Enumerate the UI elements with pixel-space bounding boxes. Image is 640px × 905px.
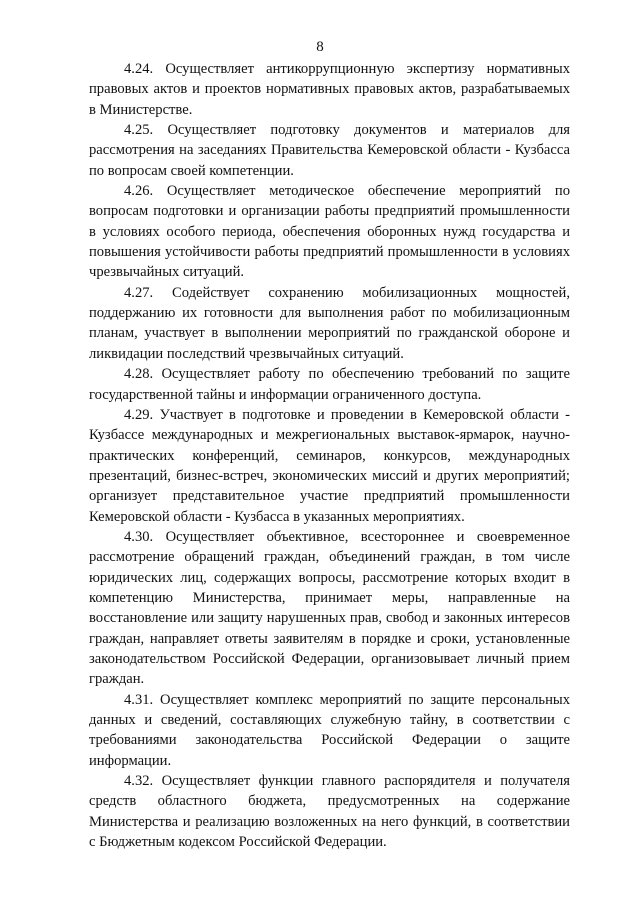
paragraph-4-32: 4.32. Осуществляет функции главного распорядителя и получателя средств областного бюджета, предусмотренных на содержание Министерства и реализацию возложенных на него функций, в соответствии с Бюджетным кодексом Российской Федерации. [89, 773, 570, 851]
paragraph-4-24: 4.24. Осуществляет антикоррупционную экспертизу нормативных правовых актов и проектов нормативных правовых актов, разрабатываемых в Министерстве. [89, 61, 570, 118]
paragraph-4-30: 4.30. Осуществляет объективное, всестороннее и своевременное рассмотрение обращений граждан, объединений граждан, в том числе юридических лиц, содержащих вопросы, рассмотрение которых входит в компетенцию Министерства, принимает меры, направленные на восстановление или защиту нарушенных прав, свобод и законных интересов граждан, направляет ответы заявителям в порядке и сроки, установленные законодательством Российской Федерации, организовывает личный прием граждан. [89, 528, 570, 688]
paragraph-4-27: 4.27. Содействует сохранению мобилизационных мощностей, поддержанию их готовности для выполнения работ по мобилизационным планам, участвует в выполнении мероприятий по гражданской обороне и ликвидации последствий чрезвычайных ситуаций. [89, 284, 570, 362]
document-body [89, 59, 570, 852]
paragraph-4-31: 4.31. Осуществляет комплекс мероприятий по защите персональных данных и сведений, составляющих служебную тайну, в соответствии с требованиями законодательства Российской Федерации о защите информации. [89, 691, 570, 769]
paragraph-4-29: 4.29. Участвует в подготовке и проведении в Кемеровской области - Кузбассе международных и межрегиональных выставок-ярмарок, научно-практических конференций, семинаров, конкурсов, международных презентаций, бизнес-встреч, экономических миссий и других мероприятий; организует представительное участие предприятий промышленности Кемеровской области - Кузбасса в указанных мероприятиях. [89, 406, 570, 525]
paragraph-4-26: 4.26. Осуществляет методическое обеспечение мероприятий по вопросам подготовки и организации работы предприятий промышленности в условиях особого периода, обеспечения оборонных нужд государства и повышения устойчивости работы предприятий промышленности в условиях чрезвычайных ситуаций. [89, 183, 570, 281]
paragraph-4-28: 4.28. Осуществляет работу по обеспечению требований по защите государственной тайны и информации ограниченного доступа. [89, 366, 570, 403]
page-number: 8 [316, 39, 324, 55]
paragraph-4-25: 4.25. Осуществляет подготовку документов и материалов для рассмотрения на заседаниях Правительства Кемеровской области - Кузбасса по вопросам своей компетенции. [89, 122, 570, 179]
